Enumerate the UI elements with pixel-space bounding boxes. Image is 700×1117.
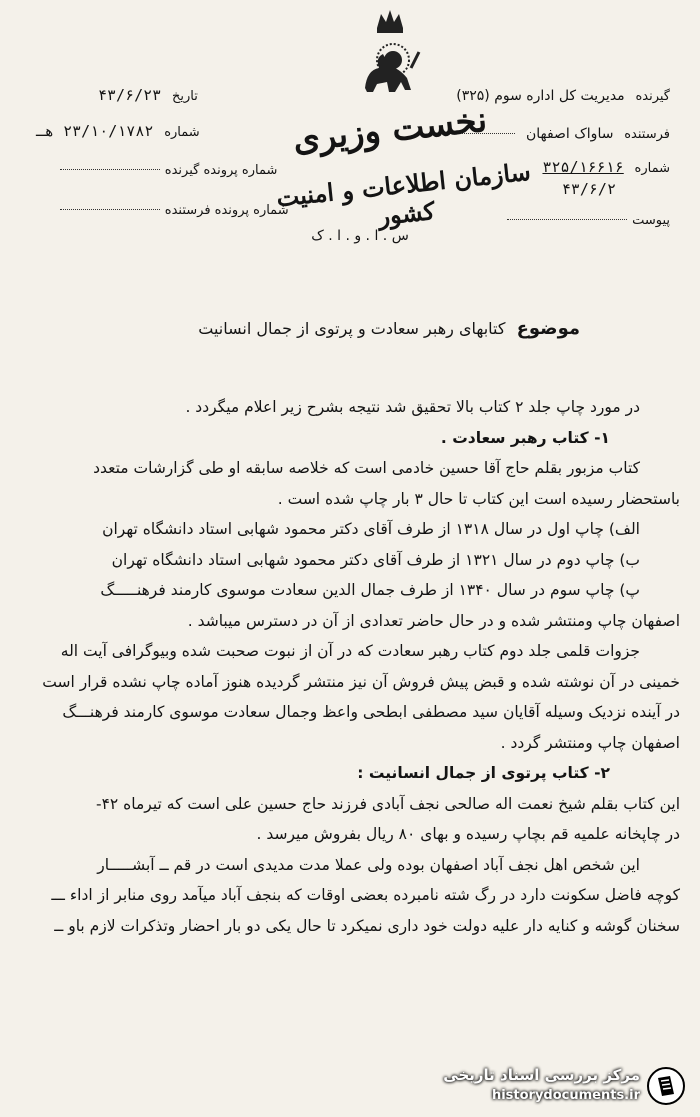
body-line: باستحضار رسیده است این کتاب تا حال ۳ بار چاپ شده است . <box>277 489 680 508</box>
recipient-file-row <box>60 160 277 178</box>
left-number-value: ۲۳/۱۰/۱۷۸۲ هـ <box>36 122 154 140</box>
body-line: کتاب مزبور بقلم حاج آقا حسین خادمی است که خلاصه سابقه او طی گزارشات متعدد <box>93 459 640 477</box>
attachment-label: پیوست <box>632 213 670 228</box>
body-line: سخنان گوشه و کنایه دار علیه دولت خود داری نمیکرد تا حال یکی دو بار احضار وتذکرات لازم باو ــ <box>54 916 680 935</box>
section-heading: ۱- کتاب رهبر سعادت . <box>440 428 610 447</box>
body-line: در آینده نزدیک وسیله آقایان سید مصطفی ابطحی واعظ وجمال سعادت موسوی کارمند فرهنـــگ <box>62 703 680 721</box>
org-code: س . ا . و . ا . ک <box>311 228 409 244</box>
number-row <box>536 158 670 176</box>
sender-file-label: شماره پرونده فرستنده <box>164 203 289 218</box>
recipient-file-label: شماره پرونده گیرنده <box>164 163 278 178</box>
body-line: این شخص اهل نجف آباد اصفهان بوده ولی عملا مدت مدیدی است در قم ــ آبشـــــار <box>97 855 640 874</box>
number-value: ۳۲۵/۱۶۶۱۶ <box>542 158 624 176</box>
section-heading: ۲- کتاب پرتوی از جمال انسانیت : <box>357 764 610 782</box>
number-date: ۴۳/۶/۲ <box>561 180 616 198</box>
left-number-label: شماره <box>164 125 200 140</box>
watermark-url: historydocuments.ir <box>491 1088 640 1103</box>
watermark-text: مرکز بررسی اسناد تاریخی <box>443 1066 640 1084</box>
body-line: در چاپخانه علمیه قم بچاپ رسیده و بهای ۸۰ ریال بفروش میرسد . <box>256 825 680 843</box>
to-label: گیرنده <box>635 89 670 104</box>
date-value: ۴۳/۶/۲۳ <box>98 86 162 104</box>
body-line: اصفهان چاپ ومنتشر شده و در حال حاضر تعدادی از آن در دسترس میباشد . <box>187 611 680 630</box>
subject-label: موضوع <box>516 318 580 339</box>
body-line: جزوات قلمی جلد دوم کتاب رهبر سعادت که در آن از نبوت صحبت شده وبیوگرافی آیت اله <box>60 642 640 660</box>
subject-text: کتابهای رهبر سعادت و پرتوی از جمال انسانیت <box>198 319 506 338</box>
lion-and-sun-emblem-icon <box>355 8 425 98</box>
to-value: مدیریت کل اداره سوم (۳۲۵) <box>456 88 625 104</box>
number-date-row <box>556 180 622 198</box>
body-line: اصفهان چاپ ومنتشر گردد . <box>500 733 680 752</box>
archive-logo-icon <box>646 1066 686 1106</box>
subject-line <box>140 318 580 339</box>
body-line: پ) چاپ سوم در سال ۱۳۴۰ از طرف جمال الدین سعادت موسوی کارمند فرهنـــــگ <box>100 581 640 599</box>
org-subtitle: سازمان اطلاعات و امنیت کشور <box>274 156 532 231</box>
left-number-row <box>30 122 200 140</box>
org-title: نخست وزیری <box>291 99 489 161</box>
number-label: شماره <box>634 161 670 176</box>
date-row <box>92 86 198 104</box>
letter-body <box>30 392 680 941</box>
date-label: تاریخ <box>172 89 198 104</box>
body-line: الف) چاپ اول در سال ۱۳۱۸ از طرف آقای دکتر محمود شهابی استاد دانشگاه تهران <box>102 520 640 538</box>
from-value: ساواک اصفهان <box>525 126 614 142</box>
watermark <box>400 1058 690 1112</box>
body-line: خمینی در آن نوشته شده و قبض پیش فروش آن نیز منتشر گردیده هنوز آماده چاپ نشده قرار است <box>42 672 680 691</box>
body-line: این کتاب بقلم شیخ نعمت اله صالحی نجف آبادی فرزند حاج حسین علی است که تیرماه ۴۲- <box>95 794 680 813</box>
body-line: در مورد چاپ جلد ۲ کتاب بالا تحقیق شد نتیجه بشرح زیر اعلام میگردد . <box>185 398 640 416</box>
body-line: ب) چاپ دوم در سال ۱۳۲۱ از طرف آقای دکتر محمود شهابی استاد دانشگاه تهران <box>111 550 640 569</box>
body-line: کوچه فاضل سکونت دارد در رگ شته نامبرده بعضی اوقات که بنجف آباد میآمد روی منابر از اداء ـــ <box>51 886 680 904</box>
from-label: فرستنده <box>624 127 670 142</box>
